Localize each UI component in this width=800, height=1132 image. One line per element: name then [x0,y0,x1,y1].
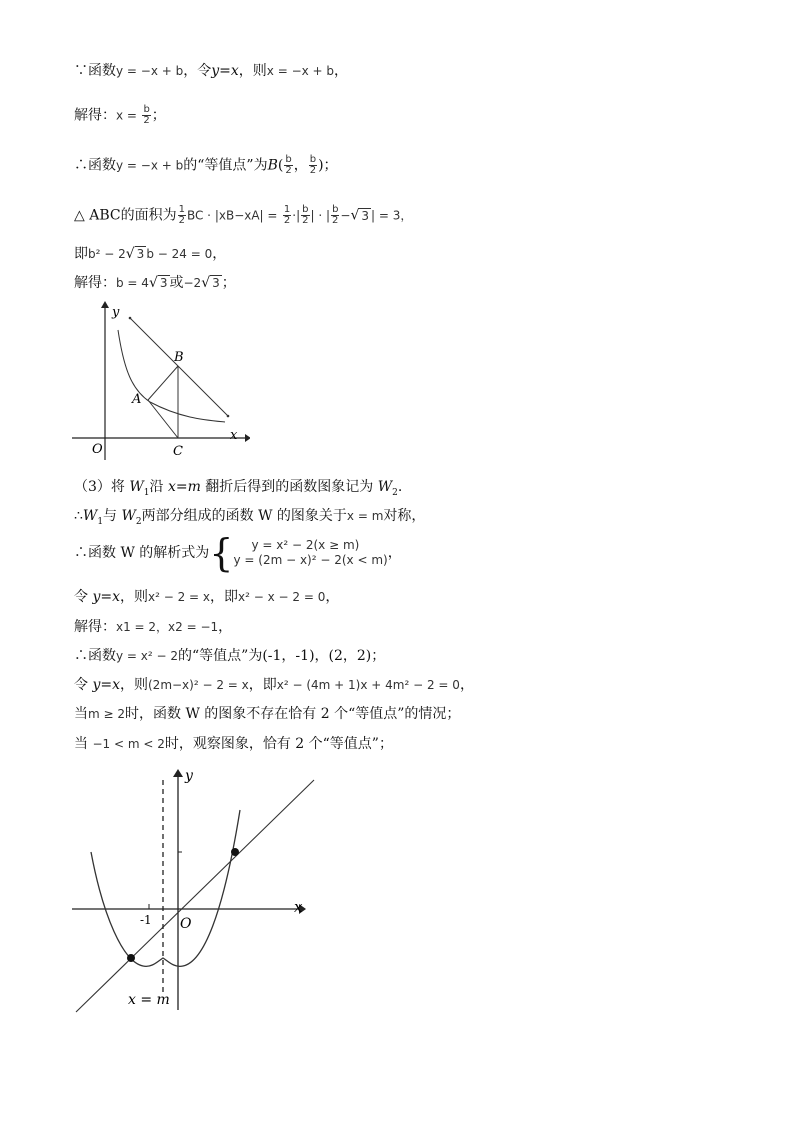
fraction: $\frac{b}{2}$ [332,204,339,226]
fraction: $\frac{1}{2}$ [283,204,291,226]
line-y-neg-x-plus-b [130,318,228,416]
text-segment: 的“等值点”为 [183,157,268,174]
formula: y=x [211,63,239,79]
line-end-point [129,317,132,320]
x-axis-arrow-icon [245,434,250,442]
text-line-15: 当 −1 < m < 2时，观察图象，恰有 2 个“等值点”； [74,736,393,752]
text-line-9: ∴函数 W 的解析式为{ y = x² − 2(x ≥ m) y = (2m − x)² − 2(x < m) ， [74,531,402,575]
sqrt-radicand: 3 [212,276,220,290]
hyperbola-curve [118,330,225,422]
origin-label: O [92,442,103,457]
fraction: $\frac{b}{2}$ [302,204,309,226]
segment-ac [148,400,178,438]
point-label: B [267,157,278,174]
figure-1-graph [70,300,250,462]
text-line-6: 解得：b = 4√ 3 或−2√ 3 ； [74,275,236,291]
y-axis-arrow-icon [173,769,183,777]
equal-value-point [231,848,239,856]
point-c-label: C [173,444,183,459]
text-segment: 两部分组成的函数 W 的图象关于 [141,508,347,524]
text-line-1 [74,62,348,80]
fraction: $\frac{b}{2}$ [143,104,150,126]
text-segment: 即 [74,246,88,262]
formula: y = −x + b [116,64,184,78]
line-end-point [227,415,230,418]
brace-glyph: { [209,531,234,575]
text-segment: 的“等值点”为(-1，-1)，(2，2)； [178,648,386,664]
text-segment: ； [151,107,166,124]
formula: x² − x − 2 = 0 [238,590,326,604]
y-axis-label: y [185,768,193,784]
text-segment: （3）将 [74,479,130,495]
text-line-14: 当m ≥ 2时，函数 W 的图象不存在恰有 2 个“等值点”的情况； [74,706,461,722]
point-a-label: A [132,392,142,407]
formula: b² − 2 [88,247,126,261]
formula: b = 4 [116,276,149,290]
sqrt-radicand: 3 [136,247,145,261]
segment-ab [148,366,178,400]
line-y-equals-x [76,780,314,1012]
text-line-4: △ ABC的面积为 $\frac{1}{2}$ BC · |xB−xA| = $\frac{1}{2}$ ·| $\frac{b}{2}$ | · | $\frac{b}{2}$ −√ 3 | = 3， [74,204,413,226]
formula: x² − 2 = x [148,590,211,604]
text-line-8: $\therefore W_1$与 $W_2$两部分组成的函数 W 的图象关于x = m对称， [74,508,426,527]
text-line-5: 即b² − 2√ 3 b − 24 = 0， [74,246,227,262]
text-segment: 时，函数 W 的图象不存在恰有 2 个“等值点”的情况； [125,706,461,722]
origin-label: O [180,916,192,932]
x-axis-label: x [294,898,303,916]
text-segment: ，则 [238,63,267,79]
text-segment: ， [334,63,349,79]
text-segment: 时，观察图象，恰有 2 个“等值点”； [164,736,393,752]
text-segment: ∴函数 W 的解析式为 [74,545,210,561]
formula: x = m [346,509,384,523]
formula: y = −x + b [116,158,184,173]
text-segment: △ ABC的面积为 [74,207,177,224]
function-w-curve [91,810,240,966]
fraction: $\frac{b}{2}$ [285,154,292,176]
formula: x=m [167,479,201,495]
formula: x = [116,108,137,123]
equal-value-point [127,954,135,962]
formula: −1 < m < 2 [92,737,165,751]
piece-1: y = x² − 2(x ≥ m) [251,538,360,552]
y-axis-label: y [112,305,120,320]
formula: b − 24 = 0 [146,247,213,261]
text-segment: 解得： [74,107,116,124]
formula: (2m−x)² − 2 = x [148,678,249,692]
text-segment: ，令 [183,63,212,79]
text-line-3: ∴函数y = −x + b的“等值点”为B( $\frac{b}{2}$ ， $\frac{b}{2}$ )； [74,154,338,176]
text-segment: 解得： [74,275,116,291]
sqrt-radicand: 3 [361,208,370,223]
figure-2-graph [68,766,328,1016]
formula: x = −x + b [266,64,335,78]
formula: m ≥ 2 [88,707,126,721]
x-axis-label: x [230,428,238,443]
text-line-12: ∴函数y = x² − 2的“等值点”为(-1，-1)，(2，2)； [74,648,386,664]
text-segment: ∴函数 [74,157,116,174]
formula: x1 = 2，x2 = −1 [116,620,219,634]
formula: BC · |xB−xA| = [186,208,278,223]
y-axis-arrow-icon [101,301,109,308]
piece-2: y = (2m − x)² − 2(x < m) [233,553,388,567]
sqrt-radicand: 3 [159,276,168,290]
text-line-2 [74,105,166,126]
fraction: $\frac{1}{2}$ [178,204,185,226]
point-b-label: B [174,350,184,365]
text-line-11: 解得：x1 = 2，x2 = −1， [74,619,233,635]
formula: y = x² − 2 [116,649,179,663]
text-line-7: （3）将 $W_1$沿 x=m 翻折后得到的函数图象记为 $W_2$. [74,479,403,498]
symmetry-axis-label: x = m [128,992,170,1008]
fraction: $\frac{b}{2}$ [309,154,317,176]
text-segment: ∵函数 [74,63,116,79]
x-tick-label: -1 [140,913,152,927]
text-line-10: 令 y=x，则x² − 2 = x，即x² − x − 2 = 0， [74,589,340,605]
text-line-13: 令 y=x，则(2m−x)² − 2 = x，即x² − (4m + 1)x + 4m² − 2 = 0， [74,677,474,693]
formula: x² − (4m + 1)x + 4m² − 2 = 0 [276,678,460,692]
piecewise-system [233,538,387,568]
